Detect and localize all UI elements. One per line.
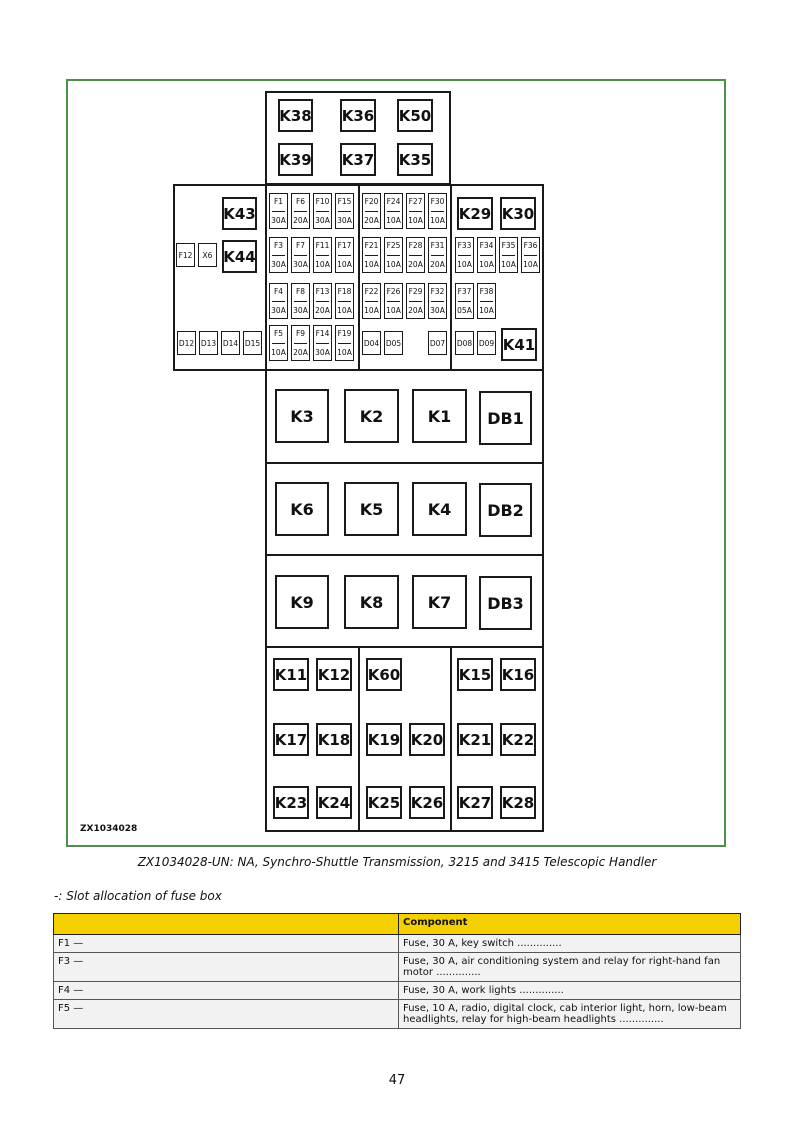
slot-x6: X6: [198, 243, 217, 267]
fuse-f32-id: F32: [430, 287, 445, 296]
fuse-f19-id: F19: [337, 329, 352, 338]
fuse-f10-id: F10: [315, 197, 330, 206]
relay-k27: K27: [457, 786, 493, 819]
relay-k18: K18: [316, 723, 352, 756]
fuse-f18: [335, 283, 354, 319]
fuse-f5-amp: 10A: [271, 348, 286, 357]
relay-k8: K8: [344, 575, 399, 629]
relay-k37: K37: [340, 143, 376, 176]
fuse-f33: [455, 237, 474, 273]
relay-k16: K16: [500, 658, 536, 691]
relay-k50: K50: [397, 99, 433, 132]
fuse-f28-amp: 20A: [408, 260, 423, 269]
relay-db2: DB2: [479, 483, 532, 537]
fuse-f17: [335, 237, 354, 273]
fuse-f18-amp: 10A: [337, 306, 352, 315]
relay-k43: K43: [222, 197, 257, 230]
slot-d13: D13: [199, 331, 218, 355]
fuse-f3-amp: 30A: [271, 260, 286, 269]
fuse-f6: [291, 193, 310, 229]
relay-k11: K11: [273, 658, 309, 691]
fuse-f36-id: F36: [523, 241, 538, 250]
relay-k20: K20: [409, 723, 445, 756]
fuse-f19: [335, 325, 354, 361]
fuse-f36-amp: 10A: [523, 260, 538, 269]
relay-k36: K36: [340, 99, 376, 132]
relay-k2: K2: [344, 389, 399, 443]
fuse-f15-id: F15: [337, 197, 352, 206]
relay-k29: K29: [457, 197, 493, 230]
relay-k41: K41: [501, 328, 537, 361]
relay-db3: DB3: [479, 576, 532, 630]
relay-k4: K4: [412, 482, 467, 536]
fuse-f8: [291, 283, 310, 319]
relay-k15: K15: [457, 658, 493, 691]
fuse-f10: [313, 193, 332, 229]
fuse-f28-id: F28: [408, 241, 423, 250]
fuse-f13-id: F13: [315, 287, 330, 296]
fuse-f24-amp: 10A: [386, 216, 401, 225]
relay-k5: K5: [344, 482, 399, 536]
relay-k21: K21: [457, 723, 493, 756]
fuse-f33-amp: 10A: [457, 260, 472, 269]
header-component: Component: [399, 914, 741, 935]
fuse-f37-amp: 05A: [457, 306, 472, 315]
fuse-f30-id: F30: [430, 197, 445, 206]
fuse-f19-amp: 10A: [337, 348, 352, 357]
fuse-f35: [499, 237, 518, 273]
relay-k12: K12: [316, 658, 352, 691]
relay-k3: K3: [275, 389, 329, 443]
table-header-row: [54, 914, 741, 935]
fuse-f25-id: F25: [386, 241, 401, 250]
relay-k7: K7: [412, 575, 467, 629]
fuse-f34-id: F34: [479, 241, 494, 250]
fuse-f4-amp: 30A: [271, 306, 286, 315]
relay-k22: K22: [500, 723, 536, 756]
relay-k35: K35: [397, 143, 433, 176]
fuse-f21-amp: 10A: [364, 260, 379, 269]
relay-k23: K23: [273, 786, 309, 819]
fuse-f29-amp: 20A: [408, 306, 423, 315]
fuse-f21: [362, 237, 381, 273]
fuse-f30-amp: 10A: [430, 216, 445, 225]
fuse-f10-amp: 30A: [315, 216, 330, 225]
fuse-f9-amp: 20A: [293, 348, 308, 357]
table-row: [54, 1000, 741, 1029]
fuse-f14-id: F14: [315, 329, 330, 338]
fuse-f22: [362, 283, 381, 319]
fuse-f34-amp: 10A: [479, 260, 494, 269]
fuse-f26-id: F26: [386, 287, 401, 296]
relay-k30: K30: [500, 197, 536, 230]
fuse-f20: [362, 193, 381, 229]
relay-k39: K39: [278, 143, 313, 176]
fuse-f35-id: F35: [501, 241, 516, 250]
relay-k25: K25: [366, 786, 402, 819]
fuse-f7: [291, 237, 310, 273]
page-number: 47: [388, 1073, 406, 1088]
fuse-f38-id: F38: [479, 287, 494, 296]
fuse-f3-id: F3: [273, 241, 284, 250]
relay-k1: K1: [412, 389, 467, 443]
fuse-f15-amp: 30A: [337, 216, 352, 225]
row-component: Fuse, 30 A, key switch ..............: [399, 935, 741, 953]
fuse-f1: [269, 193, 288, 229]
fuse-f20-id: F20: [364, 197, 379, 206]
relay-k28: K28: [500, 786, 536, 819]
fuse-f31: [428, 237, 447, 273]
fuse-f21-id: F21: [364, 241, 379, 250]
fuse-f22-id: F22: [364, 287, 379, 296]
fuse-f28: [406, 237, 425, 273]
fuse-f11-amp: 10A: [315, 260, 330, 269]
fuse-f31-id: F31: [430, 241, 445, 250]
fuse-f14-amp: 30A: [315, 348, 330, 357]
fuse-f3: [269, 237, 288, 273]
figure-id-label: ZX1034028: [80, 824, 138, 834]
fuse-f11-id: F11: [315, 241, 330, 250]
fuse-f8-amp: 30A: [293, 306, 308, 315]
fuse-f35-amp: 10A: [501, 260, 516, 269]
slot-d15: D15: [243, 331, 262, 355]
relay-k9: K9: [275, 575, 329, 629]
fuse-f38: [477, 283, 496, 319]
table-title: -: Slot allocation of fuse box: [54, 889, 222, 903]
fuse-f24: [384, 193, 403, 229]
fuse-f25: [384, 237, 403, 273]
relay-k38: K38: [278, 99, 313, 132]
fuse-f1-id: F1: [273, 197, 284, 206]
slot-d12: D12: [177, 331, 196, 355]
row-slot: F5 —: [54, 1000, 399, 1029]
fuse-slot-table: [53, 913, 741, 1029]
fuse-f32-amp: 30A: [430, 306, 445, 315]
relay-db1: DB1: [479, 391, 532, 445]
fuse-f34: [477, 237, 496, 273]
fuse-f32: [428, 283, 447, 319]
header-slot: [54, 914, 399, 935]
relay-k6: K6: [275, 482, 329, 536]
fuse-f25-amp: 10A: [386, 260, 401, 269]
fuse-f17-id: F17: [337, 241, 352, 250]
fuse-f29: [406, 283, 425, 319]
table-row: [54, 953, 741, 982]
fuse-f38-amp: 10A: [479, 306, 494, 315]
fuse-f26: [384, 283, 403, 319]
fuse-f36: [521, 237, 540, 273]
fuse-f4-id: F4: [273, 287, 284, 296]
row-slot: F3 —: [54, 953, 399, 982]
fuse-f13: [313, 283, 332, 319]
fuse-f7-id: F7: [295, 241, 306, 250]
fuse-f18-id: F18: [337, 287, 352, 296]
fuse-f24-id: F24: [386, 197, 401, 206]
row-component: Fuse, 10 A, radio, digital clock, cab interior light, horn, low-beam headlights, relay for high-beam headlights ..............: [399, 1000, 741, 1029]
slot-d08: D08: [455, 331, 474, 355]
fuse-f29-id: F29: [408, 287, 423, 296]
fuse-f33-id: F33: [457, 241, 472, 250]
slot-d05: D05: [384, 331, 403, 355]
table-row: [54, 935, 741, 953]
slot-f12: F12: [176, 243, 195, 267]
fuse-f1-amp: 30A: [271, 216, 286, 225]
relay-k19: K19: [366, 723, 402, 756]
row-component: Fuse, 30 A, work lights ..............: [399, 982, 741, 1000]
row-component: Fuse, 30 A, air conditioning system and relay for right-hand fan motor ..............: [399, 953, 741, 982]
fuse-f4: [269, 283, 288, 319]
relay-k26: K26: [409, 786, 445, 819]
fuse-f15: [335, 193, 354, 229]
fuse-f9: [291, 325, 310, 361]
relay-k60: K60: [366, 658, 402, 691]
fuse-f7-amp: 30A: [293, 260, 308, 269]
fuse-f14: [313, 325, 332, 361]
slot-d07: D07: [428, 331, 447, 355]
slot-d09: D09: [477, 331, 496, 355]
fuse-f27: [406, 193, 425, 229]
fuse-f31-amp: 20A: [430, 260, 445, 269]
fuse-f13-amp: 20A: [315, 306, 330, 315]
fuse-f27-amp: 10A: [408, 216, 423, 225]
fuse-f27-id: F27: [408, 197, 423, 206]
fuse-f11: [313, 237, 332, 273]
table-row: [54, 982, 741, 1000]
slot-d14: D14: [221, 331, 240, 355]
fuse-f17-amp: 10A: [337, 260, 352, 269]
row-slot: F4 —: [54, 982, 399, 1000]
relay-k17: K17: [273, 723, 309, 756]
fuse-f6-amp: 20A: [293, 216, 308, 225]
fuse-f30: [428, 193, 447, 229]
fuse-f8-id: F8: [295, 287, 306, 296]
relay-k24: K24: [316, 786, 352, 819]
fuse-f5-id: F5: [273, 329, 284, 338]
fuse-f37-id: F37: [457, 287, 472, 296]
fuse-f37: [455, 283, 474, 319]
fuse-f5: [269, 325, 288, 361]
fuse-f20-amp: 20A: [364, 216, 379, 225]
fuse-f26-amp: 10A: [386, 306, 401, 315]
fuse-f22-amp: 10A: [364, 306, 379, 315]
fuse-f9-id: F9: [295, 329, 306, 338]
row-slot: F1 —: [54, 935, 399, 953]
slot-d04: D04: [362, 331, 381, 355]
relay-k44: K44: [222, 240, 257, 273]
figure-caption: ZX1034028-UN: NA, Synchro-Shuttle Transmission, 3215 and 3415 Telescopic Handler: [137, 855, 657, 869]
fuse-f6-id: F6: [295, 197, 306, 206]
